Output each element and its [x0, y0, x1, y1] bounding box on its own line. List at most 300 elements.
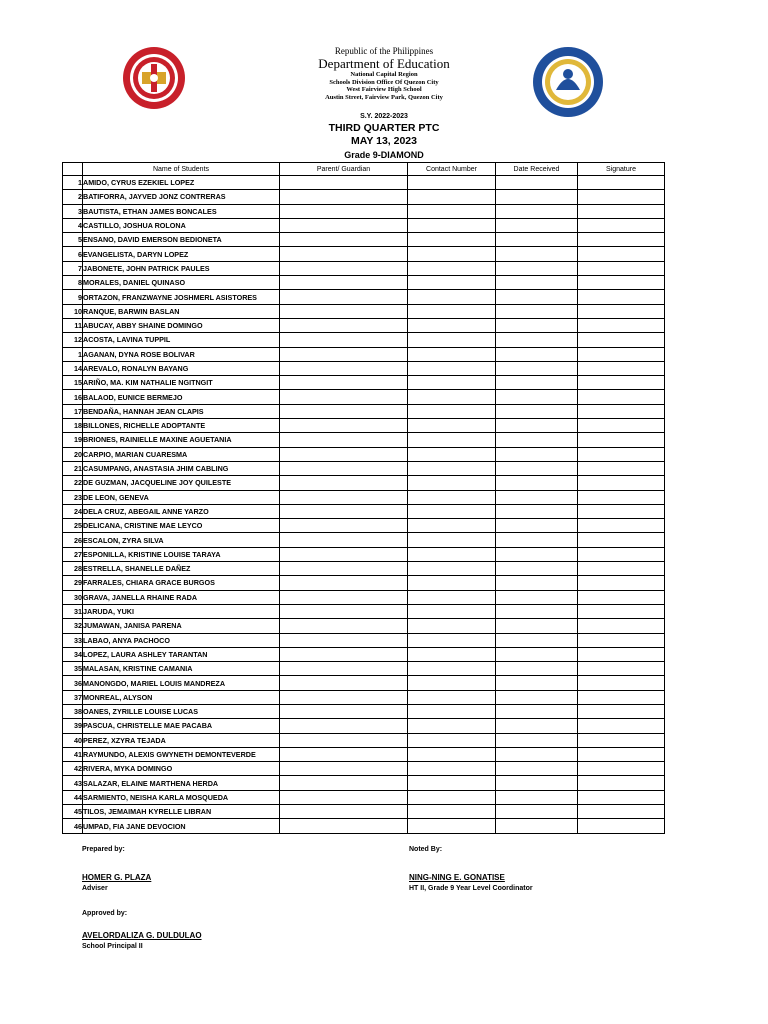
signature-cell[interactable]: [578, 790, 665, 804]
date-received-cell[interactable]: [496, 562, 578, 576]
row-number: 10: [63, 304, 83, 318]
signature-cell[interactable]: [578, 519, 665, 533]
student-name: MORALES, DANIEL QUINASO: [83, 276, 280, 290]
contact-number-cell[interactable]: [408, 190, 496, 204]
row-number: 1: [63, 176, 83, 190]
parent-guardian-cell[interactable]: [280, 604, 408, 618]
table-row: [63, 562, 665, 576]
signature-cell[interactable]: [578, 447, 665, 461]
date-received-cell[interactable]: [496, 604, 578, 618]
signature-cell[interactable]: [578, 533, 665, 547]
student-name: PASCUA, CHRISTELLE MAE PACABA: [83, 719, 280, 733]
student-name: JARUDA, YUKI: [83, 604, 280, 618]
contact-number-cell[interactable]: [408, 461, 496, 475]
date-received-cell[interactable]: [496, 318, 578, 332]
student-name: ACOSTA, LAVINA TUPPIL: [83, 333, 280, 347]
parent-guardian-cell[interactable]: [280, 805, 408, 819]
prepared-by-label: Prepared by:: [82, 846, 125, 853]
table-row: [63, 204, 665, 218]
date-received-cell[interactable]: [496, 476, 578, 490]
republic-text: Republic of the Philippines: [334, 46, 434, 56]
parent-guardian-cell[interactable]: [280, 261, 408, 275]
school-year: S.Y. 2022-2023: [360, 113, 408, 120]
date-received-cell[interactable]: [496, 290, 578, 304]
row-number: 22: [63, 476, 83, 490]
table-row: [63, 233, 665, 247]
contact-number-cell[interactable]: [408, 762, 496, 776]
student-name: DELICANA, CRISTINE MAE LEYCO: [83, 519, 280, 533]
contact-number-cell[interactable]: [408, 590, 496, 604]
signature-cell[interactable]: [578, 233, 665, 247]
student-name: ESCALON, ZYRA SILVA: [83, 533, 280, 547]
contact-number-cell[interactable]: [408, 562, 496, 576]
deped-seal: [532, 46, 604, 118]
signature-cell[interactable]: [578, 218, 665, 232]
document-titles: [230, 112, 538, 162]
date-received-cell[interactable]: [496, 176, 578, 190]
student-name: UMPAD, FIA JANE DEVOCION: [83, 819, 280, 833]
date-received-cell[interactable]: [496, 276, 578, 290]
signature-cell[interactable]: [578, 819, 665, 833]
signature-cell[interactable]: [578, 318, 665, 332]
parent-guardian-cell[interactable]: [280, 304, 408, 318]
student-name: LABAO, ANYA PACHOCO: [83, 633, 280, 647]
date-received-cell[interactable]: [496, 419, 578, 433]
parent-guardian-cell[interactable]: [280, 562, 408, 576]
table-body: [63, 176, 665, 834]
contact-number-cell[interactable]: [408, 647, 496, 661]
parent-guardian-cell[interactable]: [280, 547, 408, 561]
table-row: [63, 776, 665, 790]
parent-guardian-cell[interactable]: [280, 576, 408, 590]
signature-cell[interactable]: [578, 690, 665, 704]
table-row: [63, 461, 665, 475]
parent-guardian-cell[interactable]: [280, 376, 408, 390]
date-received-cell[interactable]: [496, 547, 578, 561]
row-number: 38: [63, 704, 83, 718]
contact-number-cell[interactable]: [408, 233, 496, 247]
student-name: GRAVA, JANELLA RHAINE RADA: [83, 590, 280, 604]
student-name: PEREZ, XZYRA TEJADA: [83, 733, 280, 747]
signature-cell[interactable]: [578, 261, 665, 275]
table-row: [63, 805, 665, 819]
col-header-signature: Signature: [578, 163, 665, 176]
contact-number-cell[interactable]: [408, 604, 496, 618]
row-number: 20: [63, 447, 83, 461]
parent-guardian-cell[interactable]: [280, 590, 408, 604]
row-number: 32: [63, 619, 83, 633]
date-received-cell[interactable]: [496, 762, 578, 776]
signature-cell[interactable]: [578, 433, 665, 447]
parent-guardian-cell[interactable]: [280, 190, 408, 204]
signature-cell[interactable]: [578, 704, 665, 718]
contact-number-cell[interactable]: [408, 318, 496, 332]
date-received-cell[interactable]: [496, 233, 578, 247]
table-row: [63, 290, 665, 304]
table-row: [63, 404, 665, 418]
signature-cell[interactable]: [578, 562, 665, 576]
contact-number-cell[interactable]: [408, 533, 496, 547]
table-row: [63, 519, 665, 533]
date-received-cell[interactable]: [496, 647, 578, 661]
student-name: BILLONES, RICHELLE ADOPTANTE: [83, 419, 280, 433]
contact-number-cell[interactable]: [408, 404, 496, 418]
parent-guardian-cell[interactable]: [280, 419, 408, 433]
table-row: [63, 476, 665, 490]
date-received-cell[interactable]: [496, 747, 578, 761]
contact-number-cell[interactable]: [408, 218, 496, 232]
parent-guardian-cell[interactable]: [280, 519, 408, 533]
table-row: [63, 318, 665, 332]
signature-cell[interactable]: [578, 662, 665, 676]
contact-number-cell[interactable]: [408, 176, 496, 190]
table-row: [63, 576, 665, 590]
parent-guardian-cell[interactable]: [280, 762, 408, 776]
table-row: [63, 604, 665, 618]
noted-by-name: NING-NING E. GONATISE: [409, 873, 505, 882]
parent-guardian-cell[interactable]: [280, 461, 408, 475]
table-row: [63, 762, 665, 776]
date-received-cell[interactable]: [496, 390, 578, 404]
date-received-cell[interactable]: [496, 704, 578, 718]
signature-cell[interactable]: [578, 590, 665, 604]
approved-by-role: School Principal II: [82, 943, 143, 950]
contact-number-cell[interactable]: [408, 519, 496, 533]
letterhead: [230, 46, 538, 101]
row-number: 3: [63, 204, 83, 218]
row-number: 19: [63, 433, 83, 447]
row-number: 33: [63, 633, 83, 647]
date-received-cell[interactable]: [496, 519, 578, 533]
signature-cell[interactable]: [578, 276, 665, 290]
table-row: [63, 719, 665, 733]
student-name: MANONGDO, MARIEL LOUIS MANDREZA: [83, 676, 280, 690]
row-number: 45: [63, 805, 83, 819]
date-received-cell[interactable]: [496, 662, 578, 676]
table-row: [63, 547, 665, 561]
date-received-cell[interactable]: [496, 204, 578, 218]
parent-guardian-cell[interactable]: [280, 633, 408, 647]
date-received-cell[interactable]: [496, 805, 578, 819]
contact-number-cell[interactable]: [408, 304, 496, 318]
student-name: CARPIO, MARIAN CUARESMA: [83, 447, 280, 461]
table-header-row: [63, 163, 665, 176]
contact-number-cell[interactable]: [408, 333, 496, 347]
signature-cell[interactable]: [578, 461, 665, 475]
contact-number-cell[interactable]: [408, 276, 496, 290]
student-name: AREVALO, RONALYN BAYANG: [83, 361, 280, 375]
row-number: 11: [63, 318, 83, 332]
signature-cell[interactable]: [578, 805, 665, 819]
contact-number-cell[interactable]: [408, 376, 496, 390]
table-row: [63, 361, 665, 375]
date-received-cell[interactable]: [496, 304, 578, 318]
student-name: ABUCAY, ABBY SHAINE DOMINGO: [83, 318, 280, 332]
parent-guardian-cell[interactable]: [280, 647, 408, 661]
table-row: [63, 376, 665, 390]
parent-guardian-cell[interactable]: [280, 447, 408, 461]
parent-guardian-cell[interactable]: [280, 490, 408, 504]
signature-cell[interactable]: [578, 633, 665, 647]
date-received-cell[interactable]: [496, 619, 578, 633]
signature-cell[interactable]: [578, 490, 665, 504]
row-number: 9: [63, 290, 83, 304]
student-name: CASTILLO, JOSHUA ROLONA: [83, 218, 280, 232]
signature-cell[interactable]: [578, 333, 665, 347]
parent-guardian-cell[interactable]: [280, 790, 408, 804]
contact-number-cell[interactable]: [408, 447, 496, 461]
row-number: 14: [63, 361, 83, 375]
attendance-table: [62, 162, 665, 834]
contact-number-cell[interactable]: [408, 704, 496, 718]
student-name: CASUMPANG, ANASTASIA JHIM CABLING: [83, 461, 280, 475]
signature-cell[interactable]: [578, 733, 665, 747]
table-row: [63, 747, 665, 761]
parent-guardian-cell[interactable]: [280, 704, 408, 718]
contact-number-cell[interactable]: [408, 361, 496, 375]
student-name: ENSANO, DAVID EMERSON BEDIONETA: [83, 233, 280, 247]
parent-guardian-cell[interactable]: [280, 333, 408, 347]
parent-guardian-cell[interactable]: [280, 747, 408, 761]
date-received-cell[interactable]: [496, 247, 578, 261]
parent-guardian-cell[interactable]: [280, 318, 408, 332]
table-row: [63, 490, 665, 504]
table-row: [63, 433, 665, 447]
contact-number-cell[interactable]: [408, 247, 496, 261]
date-received-cell[interactable]: [496, 733, 578, 747]
approved-by-label: Approved by:: [82, 910, 128, 917]
signature-cell[interactable]: [578, 747, 665, 761]
signature-cell[interactable]: [578, 419, 665, 433]
date-received-cell[interactable]: [496, 361, 578, 375]
student-name: ORTAZON, FRANZWAYNE JOSHMERL ASISTORES: [83, 290, 280, 304]
contact-number-cell[interactable]: [408, 547, 496, 561]
table-row: [63, 218, 665, 232]
date-received-cell[interactable]: [496, 533, 578, 547]
contact-number-cell[interactable]: [408, 819, 496, 833]
parent-guardian-cell[interactable]: [280, 347, 408, 361]
table-row: [63, 647, 665, 661]
school-name: West Fairview High School: [346, 86, 422, 93]
row-number: 36: [63, 676, 83, 690]
contact-number-cell[interactable]: [408, 433, 496, 447]
date-received-cell[interactable]: [496, 218, 578, 232]
date-received-cell[interactable]: [496, 461, 578, 475]
signature-cell[interactable]: [578, 676, 665, 690]
date-received-cell[interactable]: [496, 447, 578, 461]
row-number: 5: [63, 233, 83, 247]
signature-cell[interactable]: [578, 619, 665, 633]
signature-cell[interactable]: [578, 647, 665, 661]
student-name: MONREAL, ALYSON: [83, 690, 280, 704]
row-number: 26: [63, 533, 83, 547]
parent-guardian-cell[interactable]: [280, 662, 408, 676]
parent-guardian-cell[interactable]: [280, 361, 408, 375]
row-number: 4: [63, 218, 83, 232]
parent-guardian-cell[interactable]: [280, 690, 408, 704]
date-received-cell[interactable]: [496, 490, 578, 504]
date-received-cell[interactable]: [496, 676, 578, 690]
row-number: 12: [63, 333, 83, 347]
contact-number-cell[interactable]: [408, 690, 496, 704]
row-number: 37: [63, 690, 83, 704]
parent-guardian-cell[interactable]: [280, 776, 408, 790]
row-number: 39: [63, 719, 83, 733]
date-received-cell[interactable]: [496, 504, 578, 518]
table-row: [63, 176, 665, 190]
row-number: 44: [63, 790, 83, 804]
contact-number-cell[interactable]: [408, 390, 496, 404]
date-received-cell[interactable]: [496, 819, 578, 833]
parent-guardian-cell[interactable]: [280, 176, 408, 190]
signature-cell[interactable]: [578, 204, 665, 218]
row-number: 16: [63, 390, 83, 404]
parent-guardian-cell[interactable]: [280, 404, 408, 418]
contact-number-cell[interactable]: [408, 619, 496, 633]
parent-guardian-cell[interactable]: [280, 433, 408, 447]
signature-cell[interactable]: [578, 304, 665, 318]
date-received-cell[interactable]: [496, 376, 578, 390]
signature-cell[interactable]: [578, 604, 665, 618]
noted-by-label: Noted By:: [409, 846, 443, 853]
parent-guardian-cell[interactable]: [280, 218, 408, 232]
student-name: BRIONES, RAINIELLE MAXINE AGUETANIA: [83, 433, 280, 447]
signature-cell[interactable]: [578, 376, 665, 390]
signature-cell[interactable]: [578, 176, 665, 190]
row-number: 17: [63, 404, 83, 418]
table-row: [63, 819, 665, 833]
date-received-cell[interactable]: [496, 776, 578, 790]
parent-guardian-cell[interactable]: [280, 233, 408, 247]
parent-guardian-cell[interactable]: [280, 733, 408, 747]
signature-cell[interactable]: [578, 190, 665, 204]
table-row: [63, 261, 665, 275]
row-number: 7: [63, 261, 83, 275]
row-number: 25: [63, 519, 83, 533]
table-row: [63, 447, 665, 461]
student-name: BENDAÑA, HANNAH JEAN CLAPIS: [83, 404, 280, 418]
contact-number-cell[interactable]: [408, 790, 496, 804]
table-row: [63, 276, 665, 290]
table-row: [63, 190, 665, 204]
date-received-cell[interactable]: [496, 433, 578, 447]
contact-number-cell[interactable]: [408, 504, 496, 518]
event-title: THIRD QUARTER PTC: [328, 122, 440, 134]
row-number: 43: [63, 776, 83, 790]
signature-cell[interactable]: [578, 290, 665, 304]
contact-number-cell[interactable]: [408, 419, 496, 433]
date-received-cell[interactable]: [496, 790, 578, 804]
signature-cell[interactable]: [578, 390, 665, 404]
table-row: [63, 676, 665, 690]
student-name: DE LEON, GENEVA: [83, 490, 280, 504]
table-row: [63, 533, 665, 547]
row-number: 8: [63, 276, 83, 290]
school-address: Austin Street, Fairview Park, Quezon City: [325, 93, 443, 101]
student-name: ESPONILLA, KRISTINE LOUISE TARAYA: [83, 547, 280, 561]
parent-guardian-cell[interactable]: [280, 247, 408, 261]
student-name: DE GUZMAN, JACQUELINE JOY QUILESTE: [83, 476, 280, 490]
contact-number-cell[interactable]: [408, 676, 496, 690]
date-received-cell[interactable]: [496, 190, 578, 204]
date-received-cell[interactable]: [496, 719, 578, 733]
signature-cell[interactable]: [578, 476, 665, 490]
contact-number-cell[interactable]: [408, 747, 496, 761]
contact-number-cell[interactable]: [408, 733, 496, 747]
signature-cell[interactable]: [578, 776, 665, 790]
contact-number-cell[interactable]: [408, 476, 496, 490]
parent-guardian-cell[interactable]: [280, 276, 408, 290]
signature-cell[interactable]: [578, 247, 665, 261]
parent-guardian-cell[interactable]: [280, 533, 408, 547]
parent-guardian-cell[interactable]: [280, 290, 408, 304]
col-header-contact: Contact Number: [408, 163, 496, 176]
contact-number-cell[interactable]: [408, 490, 496, 504]
parent-guardian-cell[interactable]: [280, 719, 408, 733]
parent-guardian-cell[interactable]: [280, 619, 408, 633]
signature-cell[interactable]: [578, 404, 665, 418]
contact-number-cell[interactable]: [408, 776, 496, 790]
student-name: BATIFORRA, JAYVED JONZ CONTRERAS: [83, 190, 280, 204]
date-received-cell[interactable]: [496, 590, 578, 604]
division-text: Schools Division Office Of Quezon City: [329, 78, 439, 86]
row-number: 35: [63, 662, 83, 676]
signature-cell[interactable]: [578, 719, 665, 733]
signature-cell[interactable]: [578, 361, 665, 375]
col-header-name: Name of Students: [83, 163, 280, 176]
date-received-cell[interactable]: [496, 690, 578, 704]
signature-cell[interactable]: [578, 762, 665, 776]
student-name: RAYMUNDO, ALEXIS GWYNETH DEMONTEVERDE: [83, 747, 280, 761]
row-number: 2: [63, 190, 83, 204]
parent-guardian-cell[interactable]: [280, 819, 408, 833]
date-received-cell[interactable]: [496, 333, 578, 347]
row-number: 30: [63, 590, 83, 604]
date-received-cell[interactable]: [496, 261, 578, 275]
parent-guardian-cell[interactable]: [280, 390, 408, 404]
approved-by-name: AVELORDALIZA G. DULDULAO: [82, 931, 202, 940]
table-row: [63, 633, 665, 647]
signature-cell[interactable]: [578, 547, 665, 561]
signature-cell[interactable]: [578, 347, 665, 361]
contact-number-cell[interactable]: [408, 576, 496, 590]
contact-number-cell[interactable]: [408, 805, 496, 819]
parent-guardian-cell[interactable]: [280, 204, 408, 218]
date-received-cell[interactable]: [496, 347, 578, 361]
date-received-cell[interactable]: [496, 633, 578, 647]
table-row: [63, 333, 665, 347]
contact-number-cell[interactable]: [408, 633, 496, 647]
date-received-cell[interactable]: [496, 576, 578, 590]
contact-number-cell[interactable]: [408, 204, 496, 218]
row-number: 40: [63, 733, 83, 747]
contact-number-cell[interactable]: [408, 719, 496, 733]
parent-guardian-cell[interactable]: [280, 676, 408, 690]
contact-number-cell[interactable]: [408, 290, 496, 304]
contact-number-cell[interactable]: [408, 347, 496, 361]
contact-number-cell[interactable]: [408, 261, 496, 275]
signature-cell[interactable]: [578, 504, 665, 518]
parent-guardian-cell[interactable]: [280, 504, 408, 518]
signature-cell[interactable]: [578, 576, 665, 590]
date-received-cell[interactable]: [496, 404, 578, 418]
student-name: ESTRELLA, SHANELLE DAÑEZ: [83, 562, 280, 576]
student-name: LOPEZ, LAURA ASHLEY TARANTAN: [83, 647, 280, 661]
row-number: 18: [63, 419, 83, 433]
contact-number-cell[interactable]: [408, 662, 496, 676]
parent-guardian-cell[interactable]: [280, 476, 408, 490]
student-name: AMIDO, CYRUS EZEKIEL LOPEZ: [83, 176, 280, 190]
